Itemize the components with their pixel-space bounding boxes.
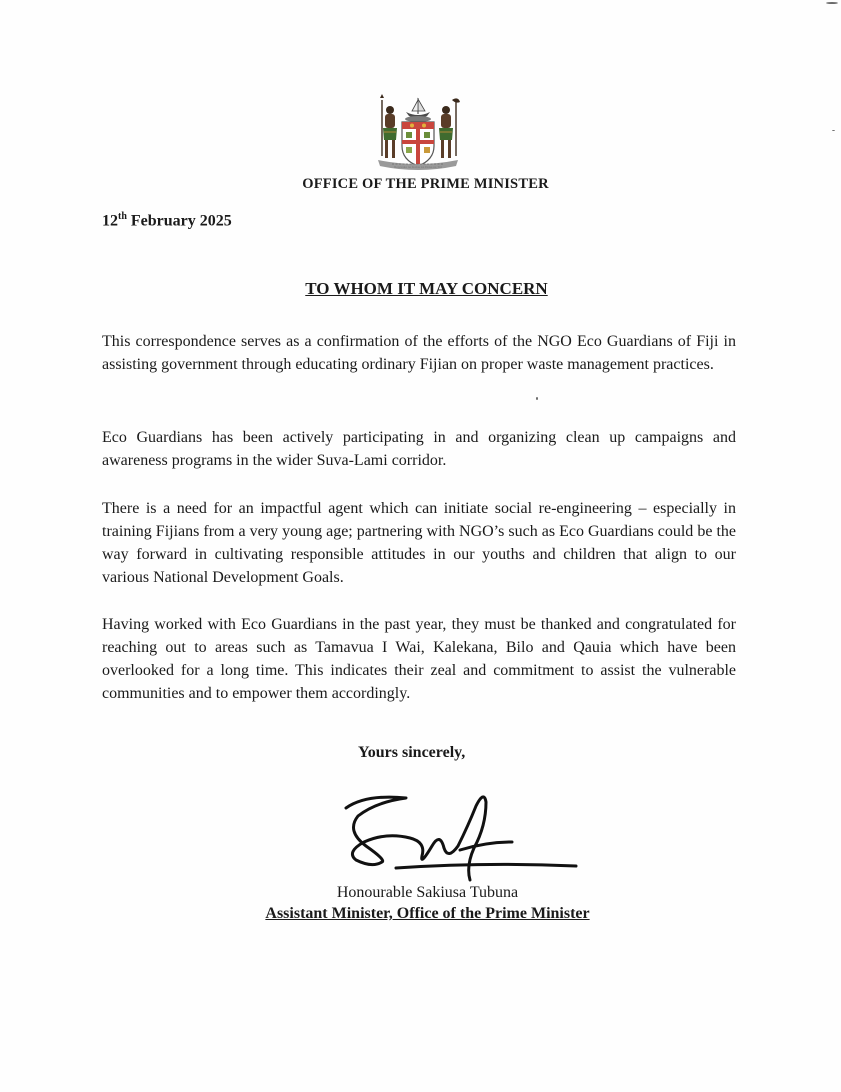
body-paragraph-2: Eco Guardians has been actively participating in and organizing clean up campaigns and awareness programs in the wider Suva-Lami corridor. bbox=[102, 429, 736, 469]
signer-title: Assistant Minister, Office of the Prime Minister bbox=[265, 905, 590, 922]
signer-name: Honourable Sakiusa Tubuna bbox=[336, 884, 519, 901]
body-paragraph-3: There is a need for an impactful agent which can initiate social re-engineering – especially in training Fijians from a very young age; partnering with NGO’s such as Eco Guardians could be the way forward in cultivating responsible attitudes in our youths and children that align to our various National Development Goals. bbox=[102, 500, 736, 586]
letter-subject: TO WHOM IT MAY CONCERN bbox=[305, 279, 548, 298]
letter-date bbox=[102, 211, 232, 230]
body-paragraph-1: This correspondence serves as a confirmation of the efforts of the NGO Eco Guardians of Fiji in assisting government through educating ordinary Fijian on proper waste management practices. bbox=[102, 333, 736, 373]
scan-speck bbox=[832, 130, 835, 131]
closing-salutation: Yours sincerely, bbox=[358, 744, 466, 761]
date-rest: February 2025 bbox=[126, 212, 232, 230]
scan-speck bbox=[826, 2, 838, 4]
office-title: OFFICE OF THE PRIME MINISTER bbox=[302, 176, 549, 192]
date-day: 12 bbox=[102, 212, 118, 230]
crest-motto: Rerevaka na Kalou ka Doka na Tui bbox=[394, 165, 442, 169]
date-suffix: th bbox=[118, 211, 127, 222]
fiji-coat-of-arms-icon bbox=[372, 94, 464, 176]
body-paragraph-4: Having worked with Eco Guardians in the past year, they must be thanked and congratulated for reaching out to areas such as Tamavua I Wai, Kalekana, Bilo and Qauia which have been overlooked for a long time. This indicates their zeal and commitment to assist the vulnerable communities and to empower them accordingly. bbox=[102, 616, 736, 702]
scan-speck bbox=[536, 397, 538, 400]
handwritten-signature bbox=[336, 776, 586, 886]
